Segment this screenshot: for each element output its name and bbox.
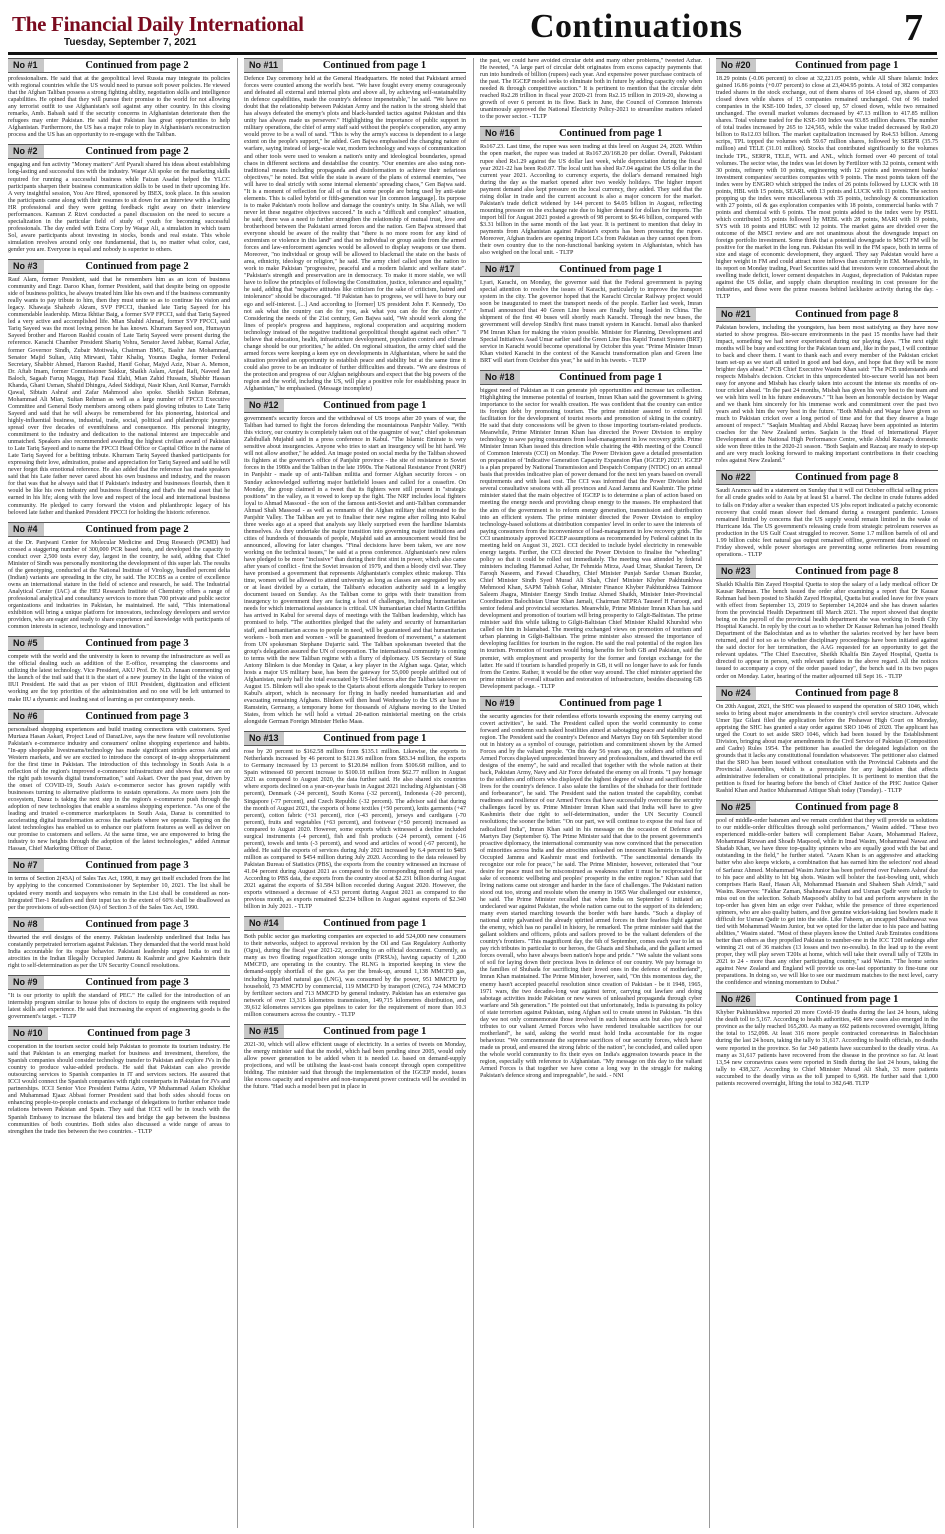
article-header [8,975,230,990]
continued-from-label: Continued from page 2 [85,60,189,71]
article-body: engaging and fun activity "Money matters" Arif Pyarali shared his ideas about establishing long-lasting and successful ties with the industry. Waqar Ali spoke on the marketing skills required for running a successful business while Faizan Asadat helped the YLCC participants sharpen their business communication skills to be used in their upcoming life. A very insightful session, You Are Hired, sponsored by IBEX, took place. In this session the participants came along with their resumes to sit down for an interview with a leading HR professional and they were getting feedback right away on their interview performances. Kamran Z Rizvi conducted a panel discussion on the need to secure a specialization in the particular field of study of youth for becoming successful professionals. The day ended with Extra Corp by Waqar Ali, a simulation in which team Sol, aware participants about investing in stocks, bonds and real estate. This whole simulation revolves around only one fundamental, that is, no matter what color, cast, gender you are. Everyone is equal and nobody is superior to others. [8,162,230,253]
article [8,58,230,139]
column-1 [8,58,230,1528]
article-number-tag: No #23 [716,565,756,578]
article-body: biggest need of Pakistan as it can generate job opportunities and increase tax collection. Highlighting the immense potential of tourism, Imran Khan said the government is giving importance to the sector for wealth creation. He was confident that the country can entice its foreign debt by promoting tourism. The prime minister assured to extend full facilitation for the development of tourist resorts and promotion of skiing in the country. He said that duty concessions will be given to those importing tourism-related products. Meanwhile, Prime Minister Imran Khan has directed the Power Division to employ technology to save paying consumers from load-management in low recovery grids. Prime Minister Imran Khan issued this direction while chairing the 48th meeting of the Council of Common Interests (CCI) on Monday. The Power Division gave a detailed presentation on preparation of 'Indicative Generation Capacity Expansion Plan (IGCEP) 2021'. IGCEP is a plan prepared by National Transmission and Despatch Company (NTDC) on an annual basis that provides indicative plan of power demand for the next ten years based on overall requirements and with least cost. The CCI was informed that the Power Division held several consultative sessions with all provinces and Azad Jammu and Kashmir. The prime minister stated that the main objective of IGCEP is to determine a plan of action based on meeting the energy needs and providing cheap energy to the masses. He emphasized that the aim of the government is to reform energy generation, transmission and distribution into an efficient system. The prime minister directed the Power Division to employ technology-based solutions at distribution companies' level in order to save the interests of paying consumers from the inconvenience of load-management in low recovery grids. The CCI unanimously approved IGCEP assumptions as recommended by Federal cabinet in its meeting held on August 31, 2021. CCI decided to include hydel electricity in renewable energy targets. Further, the CCI directed the Power Division to finalise the "wheeling" policy so that it could be rolled out immediately. The meeting was attended by federal ministers including Hammad Azhar, Dr Fehmida Mirza, Asad Umar, Shaukat Tareen, Dr Faroqh Naseem, and Fawad Chaudhry, Chief Minister Punjab Sardar Usman Buzdar, Chief Minister Sindh Syed Murad Ali Shah, Chief Minister Khyber Pakhtunkhwa Mehmood Khan, SAPM Tabish Gohar, Minister Finance Khyber Pakhtunkhwa Taimoor Saleem Jhagra, Minister Energy Sindh Imtiaz Ahmed Shaikh, Minister Inter-Provincial Coordination Balochistan Umar Khan Jamali, Chairman NEPRA Tauseef H Farooqi, and senior federal and provincial secretaries. Meanwhile, Prime Minister Imran Khan has said development and promotion of tourism will bring prosperity to Gilgit-Baltistan. The prime minister said this while talking to Gilgit-Baltistan Chief Minister Khalid Khurshid who called on him in Islamabad. The meeting exchanged views on promotion of tourism and urban planning in Gilgit-Baltistan. The prime minister also stressed the importance of developing facilities for tourism in the region. He said the real potential of the region lies in tourism. Promotion of tourism would bring benefits for both GB and Pakistan, said the premier, with employment and prosperity for the former and foreign exchange for the latter. He said if tourism is handled properly in GB, it will no longer have to ask for funds from the Centre. Rather, it would be the other way around. The chief minister apprised the prime minister of overall situation and restoration of infrastructure, besides discussing GB Development package. - TLTP [480,387,702,690]
article-header [8,858,230,873]
continued-from-label: Continued from page 1 [323,733,427,745]
article-number-tag: No #18 [480,371,520,384]
article-number-tag: No #14 [244,917,284,930]
paper-name: The Financial Daily International [12,12,304,36]
article-number-tag: No #7 [8,859,44,872]
article [8,636,230,703]
continued-from-label: Continued from page 1 [323,918,427,930]
continued-from-label: Continued from page 3 [87,1028,191,1040]
article-body: thwarted the evil designs of the enemy. Pakistan leadership underlined that India has constantly perpetrated terrorism against Pakistan. They demanded that the world must hold India accountable for its rogue behavior. Pakistani leadership urged India to end its atrocities in the Indian Illegally Occupied Jammu & Kashmir and give Kashmiris their right to self-determination as per the UN Security Council resolutions. [8,934,230,969]
article-body: 2021-30, which will allow efficient usage of electricity. In a series of tweets on Monday, the energy minister said that the model, which had been pending since 2005, would only allow power generation to be added when it is needed i.e. based on demand-supply projections, and will be utilising the least-cost basis concept through open competitive bidding. The minister said that through the implementation of the IGCEP model, issues like excess capacity and expensive and non-transparent power contracts will be avoided in the future. "Had such a model been put in place in [244,1041,466,1091]
article-number-tag: No #20 [716,59,756,72]
article [716,564,938,681]
article [244,1024,466,1091]
article-header [244,58,466,73]
article-header [244,731,466,746]
article-body: professionalism. He said that at the geopolitical level Russia may integrate its policies with regional countries while the US would need to pursue soft power policies. He viewed that the Afghan Taliban possess a strong fighting ability, negotiation skills and intelligence capabilities. He opined that they will pursue their promise to the world for not allowing any terrorist outfit to use Afghanistan's soil against any other country. In this closing remarks, Amb. Babash said if the security concerns in Afghanistan deteriorate then the refugees may enter Pakistan. He said that Pakistan has great opportunities to help Afghanistan. Furthermore, the US has a major role to play in Afghanistan's reconstruction process and the US has an opportunity to re-engage with the Taliban. [8,76,230,139]
article-number-tag: No #25 [716,801,756,814]
page-number: 7 [904,7,923,49]
article [8,709,230,854]
article-body: in terms of Section 2(43A) of Sales Tax Act, 1990, it may get itself excluded from the list by applying to the concerned Commissioner by September 10, 2021. The list shall be updated every month and taxpayers who remain in the List shall be considered as non-Integrated Tier-1 Retailers and their input tax to the extent of 60% shall be disallowed as per the provisions of sub-section (9A) of Section 3 of the Sales Tax Act, 1990. [8,876,230,911]
article-number-tag: No #13 [244,732,284,745]
masthead-rule [8,52,937,55]
article [716,686,938,796]
article-header [480,126,702,141]
article [8,259,230,517]
column-3 [480,58,702,1528]
article-body: On 20th August, 2021, the SHC was pleased to suspend the operation of SRO 1046, which seeks to bring about major amendments in the country's civil service structure. Advocate Umer Ijaz Gilani filed the application before the Peshawar High Court on Monday, apprising the SHC has granted a stay order against SRO 1046 of 2020. The applicant has urged the Court to set aside SRO 1046, which had been issued by the Establishment Division, bringing about major amendments in the Civil Service of Pakistan (Composition and Cadre) Rules 1954. The petitioner has assailed the delegated legislation on the grounds that it lacks any constitutional foundation whatsoever. The petitioner also claimed that the SRO has been issued without consultation with the Provincial Cabinets and the Provincial Assemblies, which is a prerequisite for any legislation that affects administrative federalism or constitutional principles. It is pertinent to mention that the petition is fixed for hearing before the bench of Chief Justice of the PHC Justice Qaiser Rashid Khan and Justice Muhammad Attique Shah today (Tuesday). - TLTP [716,703,938,795]
article-body: Pakistan bowlers, including the youngsters, has been most satisfying as they have now started to show progress. Bio-secure environments in the past 15 months have had their impact, something we had never experienced during our playing days. "The next eight months will be busy and exciting for the Pakistan team and, like in the past, I will continue to back and cheer them. I want to thank each and every member of the Pakistan cricket team set-up as we start all united in good and bad days, and hope that they will be more brighter days ahead." PCB Chief Executive Wasim Khan said: "The PCB understands and respects Misbah's decision. Cricket in this unprecedented bio-secure world has not been easy for anyone and Misbah has clearly taken into account the intense six months of on-tour cricket ahead. "In the past 24 months, Misbah has given his very best to the team and we wish him well in his future endeavours." "It has been an honorable decision by Waqar and we thank him sincerely for his immense work and commitment over the past two years and wish him the very best in the future. "Both Misbah and Waqar have given so much to Pakistan cricket over a long period of time and for that they deserve a huge amount of respect." "Saqlain Mushtaq and Abdul Razzaq have been appointed as interim coaches for the New Zealand series. Saqlain is the Head of International Player Development at the National High Performance Centre, while Abdul Razzaq's domestic side won three titles in the 2020-21 season. "Both Saqlain and Razzaq are ready to step-up and are very much looking forward to making important contributions in their coaching roles against New Zealand." [716,324,938,465]
article [8,858,230,911]
article-body: Khyber Pakhtunkhwa reported 20 more Covid-19 deaths during the last 24 hours, taking the death toll to 5,167. According to health authorities, 468 new cases also emerged in the province as the tally reached 165,200. As many as 692 patients recovered overnight, lifting the total to 152,098. At least 316 more people contracted coronavirus in Balochistan during the last 24 hours, taking the tally to 31,617. According to health officials, no deaths were reported in the province. So far 340 patients have succumbed to the deadly virus. As many as 31,617 patients have recovered from the disease in the province so far. At least 13,54 new coronavirus cases were reported in Sindh during the last 24 hours, taking the tally to 438,327. According to Chief Minister Murad Ali Shah, 33 more patients succumbed to the deadly virus as the toll jumped to 6,968. He further said that 1,000 patients recovered overnight, lifting the total to 382,648. TLTP [716,1010,938,1087]
continued-from-label: Continued from page 1 [559,697,663,709]
article [480,696,702,1080]
column-divider [237,58,238,1528]
article [716,470,938,558]
article-body: government's security forces and the withdrawal of US troops after 20 years of war, the Taliban had turned to fight the forces defending the mountainous Panjshir Valley. "With this victory, our country is completely taken out of the quagmire of war," chief spokesman Zabihullah Mujahid said in a press conference in Kabul. "The Islamic Emirate is very sensitive about insurgencies. Anyone who tries to start an insurgency will be hit hard. We will not allow another," he added. An image posted on social media by the Taliban showed its fighters at the governor's office of Panjshir province - the site of resistance to Soviet forces in the 1980s and the Taliban in the late 1990s. The National Resistance Front (NRF) in Panjshir - made up of anti-Taliban militia and former Afghan security forces - on Sunday acknowledged suffering major battlefield losses and called for a ceasefire. On Monday, the group claimed in a tweet that its fighters were still present in "strategic positions" in the valley, as it vowed to keep up the fight. The NRF includes local fighters loyal to Ahmad Massoud - the son of the famous anti-Soviet and anti-Taliban commander Ahmad Shah Massoud - as well as remnants of the Afghan military that retreated to the Panjshir Valley. The Taliban are yet to finalise their new regime after rolling into Kabul three weeks ago at a speed that analysts say likely surprised even the hardline Islamists themselves. As they undertake the major transition into governing major institutions and cities of hundreds of thousands of people, Mujahid said an announcement would first be announced, allowing for later changes. "Final decisions have been taken, we are now working on the technical issues," he said at a press conference. Afghanistan's new rulers have pledged to be more "inclusive" than during their first stint in power, which also came after years of conflict - first the Soviet invasion of 1979, and then a bloody civil war. They have promised a government that represents Afghanistan's complex ethnic makeup. This time, women will be allowed to attend university as long as classes are segregated by sex or at least divided by a curtain, the Taliban's education authority said in a lengthy document issued on Sunday. As the Taliban come to grips with their transition from insurgency to government they are facing a host of challenges, including humanitarian needs for which international assistance is critical. UN humanitarian chief Martin Griffiths has arrived in Kabul for several days of meetings with the Taliban leadership, which has promised to help. "The authorities pledged that the safety and security of humanitarian staff, and humanitarian access to people in need, will be guaranteed and that humanitarian workers - both men and women - will be guaranteed freedom of movement," a statement from UN spokesman Stephane Dujarric said. The Taliban spokesman tweeted that the group's delegation assured the UN of cooperation. The international community is coming to terms with the new Taliban regime with a flurry of diplomacy. US Secretary of State Antony Blinken is due Monday in Qatar, a key player in the Afghan saga. Qatar, which hosts a major US military base, has been the gateway for 55,000 people airlifted out of Afghanistan, nearly half the total evacuated by US-led forces after the Taliban takeover on August 15. Blinken will also speak to the Qataris about efforts alongside Turkey to reopen Kabul's airport, which is necessary for flying in badly needed humanitarian aid and evacuating remaining Afghans. Blinken will then head Wednesday to the US air base in Ramstein, Germany, a temporary home for thousands of Afghans moving to the United States, from which he will hold a virtual 20-nation ministerial meeting on the crisis alongside German Foreign Minister Heiko Maas. [244,416,466,726]
article-header [8,522,230,537]
article-number-tag: No #6 [8,710,44,723]
article-header [8,1026,230,1041]
article-body: at the Dr. Panjwani Center for Molecular Medicine and Drug Research (PCMD) had crossed a staggering number of 300,000 PCR based tests, and developed the capacity to conduct over 2,500 tests every day, largest in the country, he said, adding that Chief Minister of Sindh was personally monitoring the development of this super lab. The results of the genotyping, conducted at the National Institute of Virology, bundled percent delta (Indian) variants are spreading in the city, he said. The ICCBS as a centre of excellence owns an international stature in the field of science and research, he said. The Industrial Analytical Center (IAC) at the HEJ Research Institute of Chemistry offers a range of professional analytical and consultancy services to more than 700 private and public sector organizations and industries in Pakistan, he maintained. He said, "This international exhibition will bring a unique platform for innovators, technology developers and service providers, who are eager and ready to share experience and knowledge with participants of common interests in science, technology and innovation." [8,539,230,631]
article [716,992,938,1088]
article-header [716,307,938,322]
column-2 [244,58,466,1528]
article-body: Saudi Aramco said in a statement on Sunday that it will cut October official selling prices for all crude grades sold to Asia by at least $1 a barrel. The decline in crude futures added to falls on Friday after a weaker than expected US jobs report indicated a patchy economic recovery that could mean slower fuel demand during a resurgent pandemic. Losses remained limited by concerns that the US supply would remain limited in the wake of Hurricane Ida. The US government's releasing crude from strategic petroleum reserves as production in the US Gulf Coast struggled to recover. Some 1.7 million barrels of oil and 1.99 billion cubic feet natural gas output remained offline, government data released on Friday showed, while power shortages are preventing some refineries from resuming operations. - TLTP [716,488,938,558]
column-divider [473,58,474,1528]
article-number-tag: No #22 [716,471,756,484]
article-header [244,916,466,931]
continued-from-label: Continued from page 1 [323,400,427,412]
continued-from-label: Continued from page 8 [795,472,899,484]
article-number-tag: No #8 [8,918,44,931]
article-body: cooperation in the tourism sector could help Pakistan to promote its tourism industry. He said that Pakistan is an emerging market for business and investment, therefore, the Spanish companies should consider technology transfer to Pakistan and explore JVs in the country to produce value-added products. He said that Pakistan can also provide outsourcing services to Spanish companies in IT and services sectors. He assured that ICCI would connect the Spanish companies with right counterparts in Pakistan for JVs and partnerships. ICCI Senior Vice President Fatma Azim, VP Muhammad Aslam Khokhar and Muhammad Ejaaz Abbasi former President said that both sides should focus on enhancing people-to-people contacts and exchange of delegations to further enhance trade relations between Pakistan and Spain. They said that ICCI will be in touch with the Spanish Embassy to increase the bilateral ties and bridge the gap between the business communities of both countries. Both sides also discussed a wide range of areas to strengthen the trade ties between the two countries. - TLTP [8,1044,230,1135]
article-header [480,370,702,385]
article-number-tag: No #15 [244,1025,284,1038]
article-body: Shaikh Khalifa Bin Zayed Hospital Quetta to stop the salary of a lady medical officer Dr Kausar Rehman. The bench issued the order after examining a report that Dr Kausar Rehman had been posted to Shaikh Zayed Hospital, Quetta but availed leave for five years with effect from September 13, 2019 to September 14,2024 and she has drawn salaries from the provincial Health Department till March 2021. The report showed that despite being on the payroll of the provincial health department she was working in South City Hospital Karachi. In reply by the court as to whether Dr Kausar Rehman has joined Health Department of the Balochistan and as to whether the salaries received by her have been returned, and if not so as to whether disciplinary proceedings have been initiated against the said doctor for her termination, the AAG requested for an opportunity to get the relevant updates. "The Chief Executive, Sheikh Khalifa Bin Zayed Hospital, Quetta is directed to appear in person, with relevant updates in the above regard. All the notices issued to accompany a copy of the order passed today", the bench said in its two pages order on Monday. Later, hearing of the matter adjourned till Sept 16. - TLTP [716,581,938,680]
article-body: 18.29 points (-0.06 percent) to close at 32,221.05 points, while All Share Islamic Index gained 16.86 points (+0.07 percent) to close at 23,404.95 points. A total of 382 companies traded shares in the stock exchange, out of them shares of 164 closed up, shares of 203 closed down while shares of 15 companies remained unchanged. Out of 96 traded companies in the KSE-100 Index, 37 closed up, 57 closed down, while two remained unchanged. The overall market volumes decreased by 47.13 million to 417.85 million shares. Total volume traded for the KSE-100 Index was 93.85 million shares. The number of total trades increased by 265 to 124,565, while the value traded decreased by Rs0.20 billion to Rs12.03 billion. The market capitalization increased by Rs4.53 billion. Among scrips, TPL topped the volumes with 59.67 million shares, followed by SERFR (35.75 million) and TELE (31.01 million). Stocks that contributed significantly to the volumes include TPL, SERFR, TELE, WTL and ANL, which formed over 40 percent of total volumes. The sector wise, the index was let down by Fertilizer with 32 points, cement with 30 points, refinery with 10 points, engineering with 12 points and investment banks/ investment companies/ securities companies with 9 points. The most points taken off the index were by ENGRO which stripped the index of 26 points followed by LUCK with 18 points, HBL with 15 points, SEARL with 13 points and LUCK with 11 points. The sectors propping up the index were miscellaneous with 35 points, technology & communication with 27 points, oil & gas exploration companies with 18 points, commercial banks with 7 points and chemical with 6 points. The most points added to the index were by PSEL which contributed 35 points followed by MEBL with 28 points, MARI with 19 points, SYS with 18 points and HUBC with 12 points. The market gains are divided over the outcome of the MSCI review and are not unanimous about the downgrade impact on foreign portfolio investment. Some think that a potential downgrade to MSCI FM will be positive for the market in the long run. Pakistan fits well in the FM space, both in terms of size and stage of economic development, they argued. They say Pakistan would have a higher weight in FM and could attract more inflows than currently in EM. Meanwhile, in its report on Monday trading, Pearl Securities said that investors were concerned about the swelling trade deficit, lower cement despatches in August, depreciation of Pakistan rupee against the US dollar, and supply chain disruption resulting in cost pressure for the industries, and these were the prime reasons behind lacklustre activity during the day. - TLTP [716,76,938,301]
continued-from-label: Continued from page 8 [795,687,899,699]
article [8,975,230,1021]
article-number-tag: No #16 [480,127,520,140]
article [480,58,702,121]
article [716,800,938,987]
article-header [8,917,230,932]
article-body: "It is our priority to uplift the standard of PEC." He called for the introduction of an internship program similar to house jobs of doctors to equip the engineers with required latest skills and experience. He said that increasing the export of engineering goods is the government's target. - TLTP [8,992,230,1021]
continued-from-label: Continued from page 1 [795,994,899,1006]
article [716,58,938,302]
article-header [244,398,466,413]
article [480,262,702,365]
continued-from-label: Continued from page 3 [85,710,189,722]
article [480,126,702,257]
article-number-tag: No #19 [480,697,520,710]
article [716,307,938,466]
continued-from-label: Continued from page 2 [85,261,189,273]
continued-from-label: Continued from page 3 [85,860,189,872]
article-body: rose by 20 percent to $162.58 million from $135.1 million. Likewise, the exports to Netherlands increased by 46 percent to $121.96 million from $83.34 million, the exports to Germany increased by 13 percent to $120.84 million from $106.68 million, and to Spain witnessed 60 percent increase to $100.18 million from $62.77 million in August 2021 as compared to August 2020, the data further said. He also shared six countries where exports declined on a year-on-year basis in August 2021 including Afghanistan (-38 percent), Denmark (-24 percent), South Korea (-32 percent), Indonesia (-20 percent), Singapore (-77 percent), and Czech Republic (-32 percent). The advisor said that during the month of August 2021, the exports of home textiles (+50 percent), knits garments (+47 percent), cotton fabric (+31 percent), rice (-43 percent), jerseys and cardigans (-70 percent), fruits and vegetables (+63 percent), and footwear (+50 percent) increased as compared to August 2020. However, some exports which witnessed a decline included surgical instruments (-4 percent), fish and fish products (-24 percent), cement (-16 percent), towels and tents (-3 percent), and wood and articles of wood (-67 percent), he added. He said the exports of services during July 2021 increased by 6.4 percent to $483 million as compared to $454 million during July 2020. According to the data released by Pakistan Bureau of Statistics (PBS), the exports from the country witnessed an increase of 41.04 percent during August 2021 as compared to the corresponding month of last year. According to PBS data, the exports from the country stood at $2.231 billion during August 2021 against the exports of $1.584 billion recorded during August 2020. However, the exports witnessed a decrease of 4.53 percent during August 2021 as compared to the previous month, as exports remained $2.234 billion in August against exports of $2.340 billion in July 2021. - TLTP [244,749,466,911]
article [8,144,230,254]
continued-from-label: Continued from page 2 [85,523,189,535]
article-header [716,470,938,485]
article [244,731,466,911]
article-number-tag: No #10 [8,1027,48,1040]
article-header [8,144,230,159]
article-number-tag: No #9 [8,976,44,989]
section-title: Continuations [530,8,743,45]
article-body: the security agencies for their relentless efforts towards exposing the enemy carrying out covert activities", he said. The President called upon the world community to come forward and condemn such naked hostilities aimed at sabotaging peace and stability in the region. The President said the country's Defence and Martyrs Day on 6th September stood out in history as a symbol of courage, patriotism and commitment shown by the Armed Forces and by the valiant people. "On this day 56 years ago, the soldiers and officers of Armed Forces displayed unprecedented bravery and professionalism, and thwarted the evil designs of the enemy", he said and recalled that together with the whole nation at their back, Pakistan Army, Navy and Air Force defeated the enemy on all fronts. "I pay homage to the soldiers and officers who displayed the highest degree of valour and sacrificed their lives for the country's defence. I also salute the families of the shuhada for their fortitude and forbearance", he said. The President said the nation trusted the capability, combat readiness and resilience of our Armed Forces that have successfully overcome the security challenges faced by us. Prime Minister Imran Khan said that India will have to give Kashmiris their due right to self-determination, under the UN Security Council resolutions; the sooner the better. "On our part, we will continue to expose the real face of radicalized India", Imran Khan said in his message on the occasion of Defence and Martyrs Day (September 6). The Prime Minister said that due to the present government's proactive diplomacy, the international community was now convinced that the persecution of minorities across India and the atrocities unleashed on innocent Kashmiris in Illegally Occupied Jammu and Kashmir must end forthwith. "The sanctimonial demands its recognize our role for peace," he said. The Prime Minister, however, reiterated that "our desire for peace must not be misconstrued as weakness rather it must be reciprocated for sake of economic wellbeing and peoples' prosperity in the entire region." Khan said that living nations came out stronger and harder in the face of challenges. The Pakistani nation stood out too, strong and resolute when the enemy in 1965 War challenged our existence, he said. The Prime Minister recalled that when India on September 6 initiated an undeclared war against Pakistan, the whole nation came out to the support of its defenders; many even started marching towards the border with bare hands. "Such a display of national unity galvanised the already spirited armed forces in their fearless fight against the enemy, which has no parallel in history, he remarked. The prime minister said that the gallant soldiers and officers, pilots and sailors proved to be the valiant defenders of the country's frontiers. "This magnificent day, the 6th of September, comes each year to let us pay rich tributes in particular to our heroes, the Ghazis and Shuhada, and the gallant armed forces overall, who have always been nation's hope and pride." "We salute the valiant sons of soil for laying down their precious lives in defence of our country. We pay homage to the families of Shuhada for sacrificing their loved ones in the defence of motherland", Imran Khan maintained. The Prime Minister, however, said, "On this momentous day, the enemy hasn't accepted peaceful resolution since creation of Pakistan - be it 1948, 1965, 1971 wars, the two decades-long war against terror, carrying out lawfare and doing sabotage activities inside Pakistan or new waves of unleashed propaganda through cyber warfare and 5th generation." He pointed out that unfortunately, India is pursuing its policy of state terrorism against Pakistan, using Afghan soil to create unrest in Pakistan. "In this day we not only commemorate those involved in such heinous acts but also pay special tributes to our valiant Armed Forces who have rendered invaluable sacrifices for our motherland", he said, asking the world must hold India accountable for its rogue behaviour. "We commemorate the supreme sacrifices of our security forces, which have made us proud, and ensured the strong fabric of the nation", he concluded, and called upon the whole world community to fix their eyes on India's aggression towards peace in the region, especially with reference to Afghanistan. "My message on this day to the valiant Armed Forces is that together we have come a long way in the struggle for making Pakistan's defence strong and impregnable", he said. - NNI [480,713,702,1080]
continued-from-label: Continued from page 1 [795,60,899,71]
article-number-tag: No #26 [716,993,756,1006]
article [244,398,466,726]
column-divider [709,58,710,1528]
continued-from-label: Continued from page 3 [85,918,189,930]
article-header [8,58,230,73]
article-number-tag: No #1 [8,59,44,72]
article-header [8,259,230,274]
article [8,1026,230,1136]
article-number-tag: No #3 [8,260,44,273]
columns-container [8,58,937,1528]
article-header [716,58,938,73]
article-number-tag: No #5 [8,637,44,650]
article-body: Rauf Alam, former President, said that he remembers him as an icon of business community and Engr. Daroo Khan, former President, said that despite being on opposite side of business politics, he always treated him like his own and if the business community really wants to pay tribute to him, then they must unite so as to continue his vision and legacy. Khawaja Shahzeb Akram, SVP FPCCI, thanked late Tariq Sayeed for his commendable leadership. Mirza Ikhtiar Baig, a former SVP FPCCI, said that Tariq Sayeed led a very active and accomplished life. Mian Shahid Ahmad, former SVP FPCCI, said Tariq Sayeed was the most loving person he has known. Khurram Sayeed son, Humayun Sayeed brother and Haroon Rashid cousin of Late Tariq Sayeed were present during the reference. Karachi Chamber President Shariq Vohra, Senator Javed Jabbar, Kamal Azfar, former Governor Sindh, Zubair Motiwala, Chairman BMG, Bashir Jan Mohammad, Senator Majid Sultan, Atiq Mirwani, Tahir Khaliq, Younus Dagha, former Federal Secretary, Shabbir Ahmed, Haroon Rashid, Hanif Gohar, Majyd Aziz, Nisar A. Memon, Dr. Aftab Imam, former Commissioner Sukkur, Shaikh Aslam, Amjad Rafi, Naveed Jan Baloch, Sagaab Faruq Maggu, Haji Fazal Elahi, Mian Zahid Hussain, Shabbir Hassan Khanda, Ghani Usman, Shahid Dhingra, Adeel Siddiqui, Nasir Khan, Anil Kumar, Farrukh Qawal, Sibtain Ashraf and Zafar Mahmood also spoke. Sheikh Sultan Rehman, Mohammad Ali Mian, Sultan Rehman as well as a large number of FPCCI Executive Committee and General Body members among others paid glowing tributes to Late Tariq Sayeed and said that he will always be remembered for his pioneering, historical and highly-influential business, industrial, trade, social, political and philanthropic journey spread over five decades of eventfulness and consequence. His personal integrity, commitment to the industry and dedication to the national interest are impeccable and unmatched. Speakers also recommended awarding the highest civilian award of Pakistan to Late Tariq Sayeed and to name the FPCCI Head Office or Capital Office in the name of Late Tariq Sayeed for a befitting tribute. Khurram Tariq Sayeed thanked participants for expressing their love, admiration, praise and appreciation for Tariq Sayeed and said he will never forget this emotional reference. He also added that the reference has made speakers said that his Late father never cared about his own business and industry, and the reason for that was that he always said that if Pakistan's industry and businesses flourish, then it would be like his own industry and business flourishing and that's the real asset that he earned in his life; along with the love and respect of the local and international business community. He pledged to carry forward the vision and philanthropic legacy of his beloved late father and thanked President FPCCI for holding the historic reference. [8,277,230,516]
continued-from-label: Continued from page 3 [85,638,189,650]
continued-from-label: Continued from page 3 [85,976,189,988]
article-header [8,636,230,651]
article-number-tag: No #4 [8,523,44,536]
continued-from-label: Continued from page 1 [559,128,663,140]
article-header [716,686,938,701]
article-header [716,992,938,1007]
article-body: Rs167.23. Last time, the rupee was seen trading at this level on August 24, 2020. Within the open market, the rupee was traded at Rs167.20/168.20 per dollar. Overall, Pakistani rupee shed Rs1.29 against the US dollar last week, while depreciation during the fiscal year 2021-22 has been Rs0.87. The local unit has shed Rs7.04 against the US dollar in the current year 2021. According to currency experts, the dollar's demand remained high during the day as the market opened after two weekly holidays. The higher import payment demand also kept pressure on the local currency, they added. They said that the rising dollar in trade and the current account is also a major concern for the market. Pakistan's trade deficit widened by 144 percent to $4.05 billion in August, reflecting mounting pressure on the exchange rate due to higher demand for dollars for imports. The import bill for August 2021 posted a growth of 98 percent to $6.46 billion, compared with $3.31 billion in the same month of the last year. It is pertinent to mention that delay in payments from Afghanistan against Pakistan's exports has been pressuring the rupee. Moreover, Afghan traders are opening import LCs from Pakistan as they cannot open from their own country due to the non-functional banking system in Afghanistan, which has also weighed on the local unit. - TLTP [480,144,702,257]
article-body: pool of middle-order batsmen and we remain confident that they will provide us solutions to our middle-order difficulties through solid performances," Wasim added. "These two experienced middle-order batters will complement Babar Azam, Mohammad Hafeez, Mohammad Rizwan and Shoaib Maqsood, while in Imad Wasim, Mohammad Nawaz and Shadab Khan, we have three top-quality spinners who are equally good with the bat and outstanding in the field," he further stated. "Azam Khan is an aggressive and attacking batter who also keeps wickets, a combination that has earned him the selectors' nod ahead of Sarfaraz Ahmed. Mohammad Wasim Junior has been preferred over Faheem Ashraf due to his pace and ability to hit big shots. Wasim will bolster the fast-bowling unit, which comprises Haris Rauf, Hasan Ali, Mohammad Hasnain and Shaheen Shah Afridi," said Wasim. Reserves: "Fakhar Zaman, Shahnawaz Dahani and Usman Qadir were unlucky to miss out on the selection. Sohaib Maqsood's ability to bat and perform anywhere in the top-order has given him an edge over Fakhar, while the presence of three experienced spinners, who are also quality batters, and five genuine wicket-taking fast bowlers made it difficult for Usman Qadir to get into the side. Like Faheem, an uncapped Shahnawaz was tied with Mohammad Wasim Junior, but we opted for the latter due to his pace and batting abilities," Wasim stated. "Most of these players know the United Arab Emirates conditions better than others as they propelled Pakistan to number-one in the ICC T20I rankings after winning 21 out of 36 matches (13 losses and two no-results). In the lead up to the event proper, they will play seven T20Is at home, which will take their overall tally of T20Is in 2021 to 24 - more than any other participating country," said Wasim. "The home series against New Zealand and England will provide us one-last opportunity to fine-tune our preparations. In doing so, we will like to see our maximum matches to the next level, carry the confidence and winning momentum to Dubai." [716,818,938,987]
article-number-tag: No #17 [480,263,520,276]
article-body: compete with the world and the university is keen to revamp the infrastructure as well as the official dealing such as addition of the E-office, revamping the classrooms and utilizing the latest technology. Vice President, AKU Prof. Dr. N.D. Junaan commenting on the launch of the trail said that it is the start of a new journey in the light of the vision of IIUI President. He said that as per vision of IIUI President, digitization and efficient working are the top priorities of the administration and no one will be left unturned to make IIU a dynamic and leading seat of learning as per contemporary needs. [8,654,230,703]
article-header [244,1024,466,1039]
continued-from-label: Continued from page 8 [795,565,899,577]
continued-from-label: Continued from page 2 [85,146,189,158]
article-header [716,800,938,815]
article [8,522,230,632]
article-body: personalised shopping experiences and build trusting connections with customers. Syed Murtaza Hasan Askari, Project Lead of DarazLive, says the new feature will revolutionise Pakistan's e-commerce industry and consumers' online shopping experience and habits. "In-app shoppable livestreams/technology has made significant strides across Asia and Western markets, and we are excited to introduce the concept of in-app shoppertainment for the first time in Pakistan. The introduction of this technology in South Asia is a reflection of the region's improved e-commerce infrastructure and shows that we are on the right path towards digital transformation," said Askari. Over the past year, driven by the onset of COVID-19, South Asia's e-commerce sector has grown rapidly with businesses turning to alternative platforms to sustain operations. As more users join the ecosystem, Daraz is taking the next step in the region's e-commerce push through the adoption of new technologies that enable a seamless shopping experience. "As one of the leading and trusted e-commerce marketplaces in South Asia, Daraz is committed to accelerating digital transformation across the markets where we operate. Tapping on the latest technologies has enabled us to enhance our platform features as well as deliver on our promise to customers and sellers. At the same time, we are empowered to bring the industry to new heights through the adoption of the latest technologies," added Ammar Hassan, Chief Marketing Officer of Daraz. [8,726,230,853]
article [480,370,702,691]
column-4 [716,58,938,1528]
continued-from-label: Continued from page 8 [795,308,899,320]
article [244,58,466,393]
article-number-tag: No #2 [8,145,44,158]
article-number-tag: No #21 [716,308,756,321]
article-number-tag: No #24 [716,687,756,700]
masthead [8,6,937,54]
article-number-tag: No #11 [244,59,283,72]
article-body: Defence Day ceremony held at the General Headquarters. He noted that Pakistani armed forces were counted among the world's best. "We have fought every enemy courageously and defeated all external and internal plots and above all, by achieving self-sustainability in defence capabilities, made the country's defence impenetrable," he said. "We have no doubt that the relationship between Pakistan Army and the nation is the strong shield that has always defeated the enemy's plots and black-handed tactics against Pakistan and this unity has always made us persevere." Highlighting the importance of public support in military operations, the chief of army staff said without the people's cooperation, any army would prove to be a wall of sand. "This is why the army's success is dependent to a large extent on the people's support," he added. Gen Bajwa emphasised the changing nature of warfare, saying instead of large-scale war, modern technology and ways of communication and other tools were used to weaken a nation's unity and ideological boundaries, spread chaos in different sections and destabilise the country. "Our enemies are also using non-traditional means including propaganda and disinformation to achieve their nefarious objectives," he noted. But while the state is aware of the plans of external enemies, "we will have to deal strictly with some internal elements' spreading chaos," Gen Bajwa said. "It is a moment of reflection for all of us that some people are being used by anti-state elements. This is called hybrid or fifth-generation war [in common language]. Its purpose is to make Pakistan's roots hollow and damage the country's unity. In Sha Allah, we will never let these negative objectives succeed." In such a "difficult and complex" situation, he said, there was a need to further strengthen the relationship of mutual trust, love and brotherhood between the Pakistani armed forces and the nation. Gen Bajwa stressed that everyone should be aware of the reality that "there is no more room for any kind of extremism or violence in this land" and that no individual or group aside from the armed forces and law-enforcement agencies would be allowed to display weapons or use them. Moreover, "no individual or group will be allowed to blackmail the state on the basis of area, ethnicity, ideology or religion," he said. The army chief called upon the nation to work to make Pakistan "progressive, peaceful and a modern Islamic and welfare state". "Pakistan's strength and preservation are in democracy. To make it more stable, we will have to follow the principles of following the Constitution, justice, tolerance and equality," he said, adding that "negative attitudes like criticism for the sake of criticism, hatred and intolerance" should be discouraged. "If Pakistan has to progress, we will have to bury our ego and self-interest. [...] And according to [former] US president John F. Kennedy, 'Do not ask what the country can do for you, ask what you can do for the country'." Considering the needs of the 21st century, Gen Bajwa said, "We should work along the lines of people's progress and happiness, regional cooperation and acquiring modern technology instead of the negative traditional geopolitical thought against each other." "I believe that education, health, infrastructure development, population control and climate change should be our priorities," he added. On regional situation, the army chief said the armed forces were keeping a keen eye on developments in Afghanistan, where he said the situation provided an opportunity to establish peace and stability but at the same time it could also prove to be an indicator of further difficulties and threats. "We are desirous of the protection and progress of our Afghan neighbours and expect that the big powers of the region and the world, including the US, will play a positive role for establishing peace in Afghanistan," he emphasised. (Message incomplete) [244,76,466,393]
article-number-tag: No #12 [244,399,284,412]
article-body: the past, we could have avoided circular debt and many other problems," tweeted Azhar. He tweeted, "A large part of circular debt originates from excess capacity payments that run into hundreds of billion (rupees) each year. And expensive power purchase contracts of the past. The IGCEP model seeks to eliminate both in future by adding capacity only when needed & through competitive auction." It is pertinent to mention that the circular debt reached Rs2.28 trillion in fiscal year 2020-21 from Rs2.15 trillion in 2019-20, showing a growth of over 6 percent in its flow. Back in June, the Council of Common Interests unanimously approved the National Electricity Policy-2021 to streamline matters related to the power sector. - TLTP [480,58,702,121]
continued-from-label: Continued from page 1 [559,371,663,383]
article [8,917,230,970]
continued-from-label: Continued from page 8 [795,802,899,814]
publication-date: Tuesday, September 7, 2021 [64,37,197,48]
article-header [716,564,938,579]
article [244,916,466,1019]
article-header [480,696,702,711]
article-body: Both public sector gas marketing companies are expected to add 524,000 new consumers to their networks, subject to approval revision by the Oil and Gas Regulatory Authority (Ogra), during the fiscal year 2021-22, according to an official document. Currently, as many as two floating regasification storage units (FRSUs), having capacity of 1,200 MMCFD, are operating in the country. The RLNG is imported keeping in view the demand-supply shortfall of the gas. As per the break-up, around 1,138 MMCFD gas, including liquefied natural gas (LNG), was consumed by the power, 951 MMCFD by household, 73 MMCFD by commercial, 119 MMCFD by transport (CNG), 724 MMCFD by fertilizer sectors and 713 MMCFD by general industry. Pakistan has an extensive gas network of over 13,315 kilometres transmission, 149,715 kilometres distribution, and 39,612 kilometres services gas pipelines to cater for the requirement of more than 10.3 million consumers across the country. - TLTP [244,934,466,1018]
article-header [8,709,230,724]
article-header [480,262,702,277]
continued-from-label: Continued from page 1 [323,1025,427,1037]
continued-from-label: Continued from page 1 [322,60,427,71]
continued-from-label: Continued from page 1 [559,264,663,276]
article-body: Lyari, Karachi, on Monday, the governor said that the Federal government is paying special attention to resolve the issues of Karachi, particularly to improve the transport system in the city. The governor hoped that the Karachi Circular Railway project would soon be inaugurated to meet the transport needs of the people. Earlier last week, Imran Ismail announced that 40 Green Line buses are finally being loaded in China. The shipment of the first 40 buses will shortly reach Karachi. Through the new buses, the government will develop Sindh's first mass transit system in Karachi. Ismail also thanked PM Imran Khan for making the vision possible. Minister for Planning, Development and Special Initiatives Asad Umar earlier said the Green Line Bus Rapid Transit System (BRT) service in Karachi would become operational by October this year. "Prime Minister Imran Khan visited Karachi in the context of the Karachi transformation plan and Green line BRT will start from October this year," he said in his tweets. - TLTP [480,280,702,364]
